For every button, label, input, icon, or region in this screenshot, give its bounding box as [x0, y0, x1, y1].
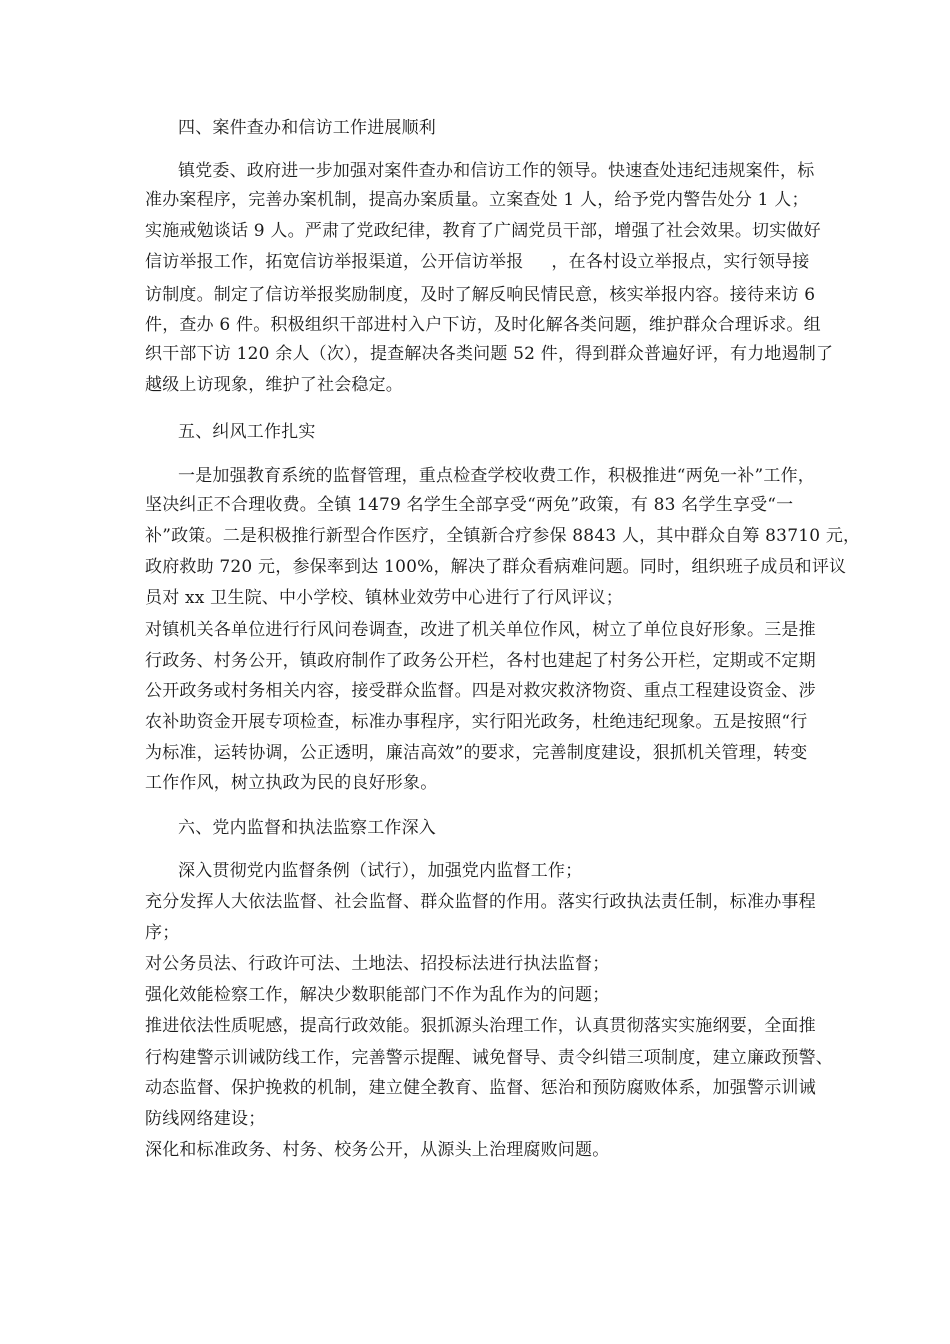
paragraph-line: 镇党委、政府进一步加强对案件查办和信访工作的领导。快速查处违纪违规案件，标: [178, 161, 815, 181]
paragraph-line: 件，查办 6 件。积极组织干部进村入户下访，及时化解各类问题，维护群众合理诉求。组: [145, 315, 821, 335]
paragraph-line: 序；: [145, 923, 180, 943]
paragraph-line: 织干部下访 120 余人（次），提查解决各类问题 52 件，得到群众普遍好评，有力地遏制了: [145, 344, 834, 364]
paragraph-line: 充分发挥人大依法监督、社会监督、群众监督的作用。落实行政执法责任制，标准办事程: [145, 892, 816, 912]
paragraph-line: 实施戒勉谈话 9 人。严肃了党政纪律，教育了广阔党员干部，增强了社会效果。切实做好: [145, 221, 821, 241]
section-heading: 五、纠风工作扎实: [178, 422, 316, 442]
paragraph-line: 防线网络建设；: [145, 1109, 266, 1129]
paragraph-line: 推进依法性质呢感，提高行政效能。狠抓源头治理工作，认真贯彻落实实施纲要，全面推: [145, 1016, 816, 1036]
paragraph-line: 为标准，运转协调，公正透明，廉洁高效”的要求，完善制度建设，狠抓机关管理，转变: [145, 743, 808, 763]
paragraph-line: 准办案程序，完善办案机制，提高办案质量。立案查处 1 人，给予党内警告处分 1 人；: [145, 190, 809, 210]
paragraph-line: 政府救助 720 元，参保率到达 100%，解决了群众看病难问题。同时，组织班子成员和评议: [145, 557, 847, 577]
paragraph-line: 对镇机关各单位进行行风问卷调查，改进了机关单位作风，树立了单位良好形象。三是推: [145, 620, 816, 640]
paragraph-line: 补”政策。二是积极推行新型合作医疗，全镇新合疗参保 8843 人，其中群众自筹 83710 元，: [145, 526, 861, 546]
paragraph-line: 强化效能检察工作，解决少数职能部门不作为乱作为的问题；: [145, 985, 610, 1005]
paragraph-line: 工作作风，树立执政为民的良好形象。: [145, 773, 438, 793]
paragraph-line: 信访举报工作，拓宽信访举报渠道，公开信访举报 ，在各村设立举报点，实行领导接: [145, 252, 810, 272]
paragraph-line: 深入贯彻党内监督条例（试行），加强党内监督工作；: [178, 861, 583, 881]
paragraph-line: 对公务员法、行政许可法、土地法、招投标法进行执法监督；: [145, 954, 610, 974]
paragraph-line: 一是加强教育系统的监督管理，重点检查学校收费工作，积极推进“两免一补”工作，: [178, 466, 815, 486]
paragraph-line: 越级上访现象，维护了社会稳定。: [145, 375, 403, 395]
paragraph-line: 行构建警示训诫防线工作，完善警示提醒、诫免督导、责令纠错三项制度，建立廉政预警、: [145, 1048, 833, 1068]
paragraph-line: 访制度。制定了信访举报奖励制度，及时了解反响民情民意，核实举报内容。接待来访 6: [145, 285, 816, 305]
paragraph-line: 坚决纠正不合理收费。全镇 1479 名学生全部享受“两免”政策，有 83 名学生享受“一: [145, 495, 794, 515]
section-heading: 四、案件查办和信访工作进展顺利: [178, 118, 436, 138]
paragraph-line: 深化和标准政务、村务、校务公开，从源头上治理腐败问题。: [145, 1140, 610, 1160]
paragraph-line: 员对 xx 卫生院、中小学校、镇林业效劳中心进行了行风评议；: [145, 588, 623, 608]
paragraph-line: 公开政务或村务相关内容，接受群众监督。四是对救灾救济物资、重点工程建设资金、涉: [145, 681, 816, 701]
section-heading: 六、党内监督和执法监察工作深入: [178, 818, 436, 838]
paragraph-line: 行政务、村务公开，镇政府制作了政务公开栏，各村也建起了村务公开栏，定期或不定期: [145, 651, 816, 671]
paragraph-line: 农补助资金开展专项检查，标准办事程序，实行阳光政务，杜绝违纪现象。五是按照“行: [145, 712, 808, 732]
paragraph-line: 动态监督、保护挽救的机制，建立健全教育、监督、惩治和预防腐败体系，加强警示训诫: [145, 1078, 816, 1098]
